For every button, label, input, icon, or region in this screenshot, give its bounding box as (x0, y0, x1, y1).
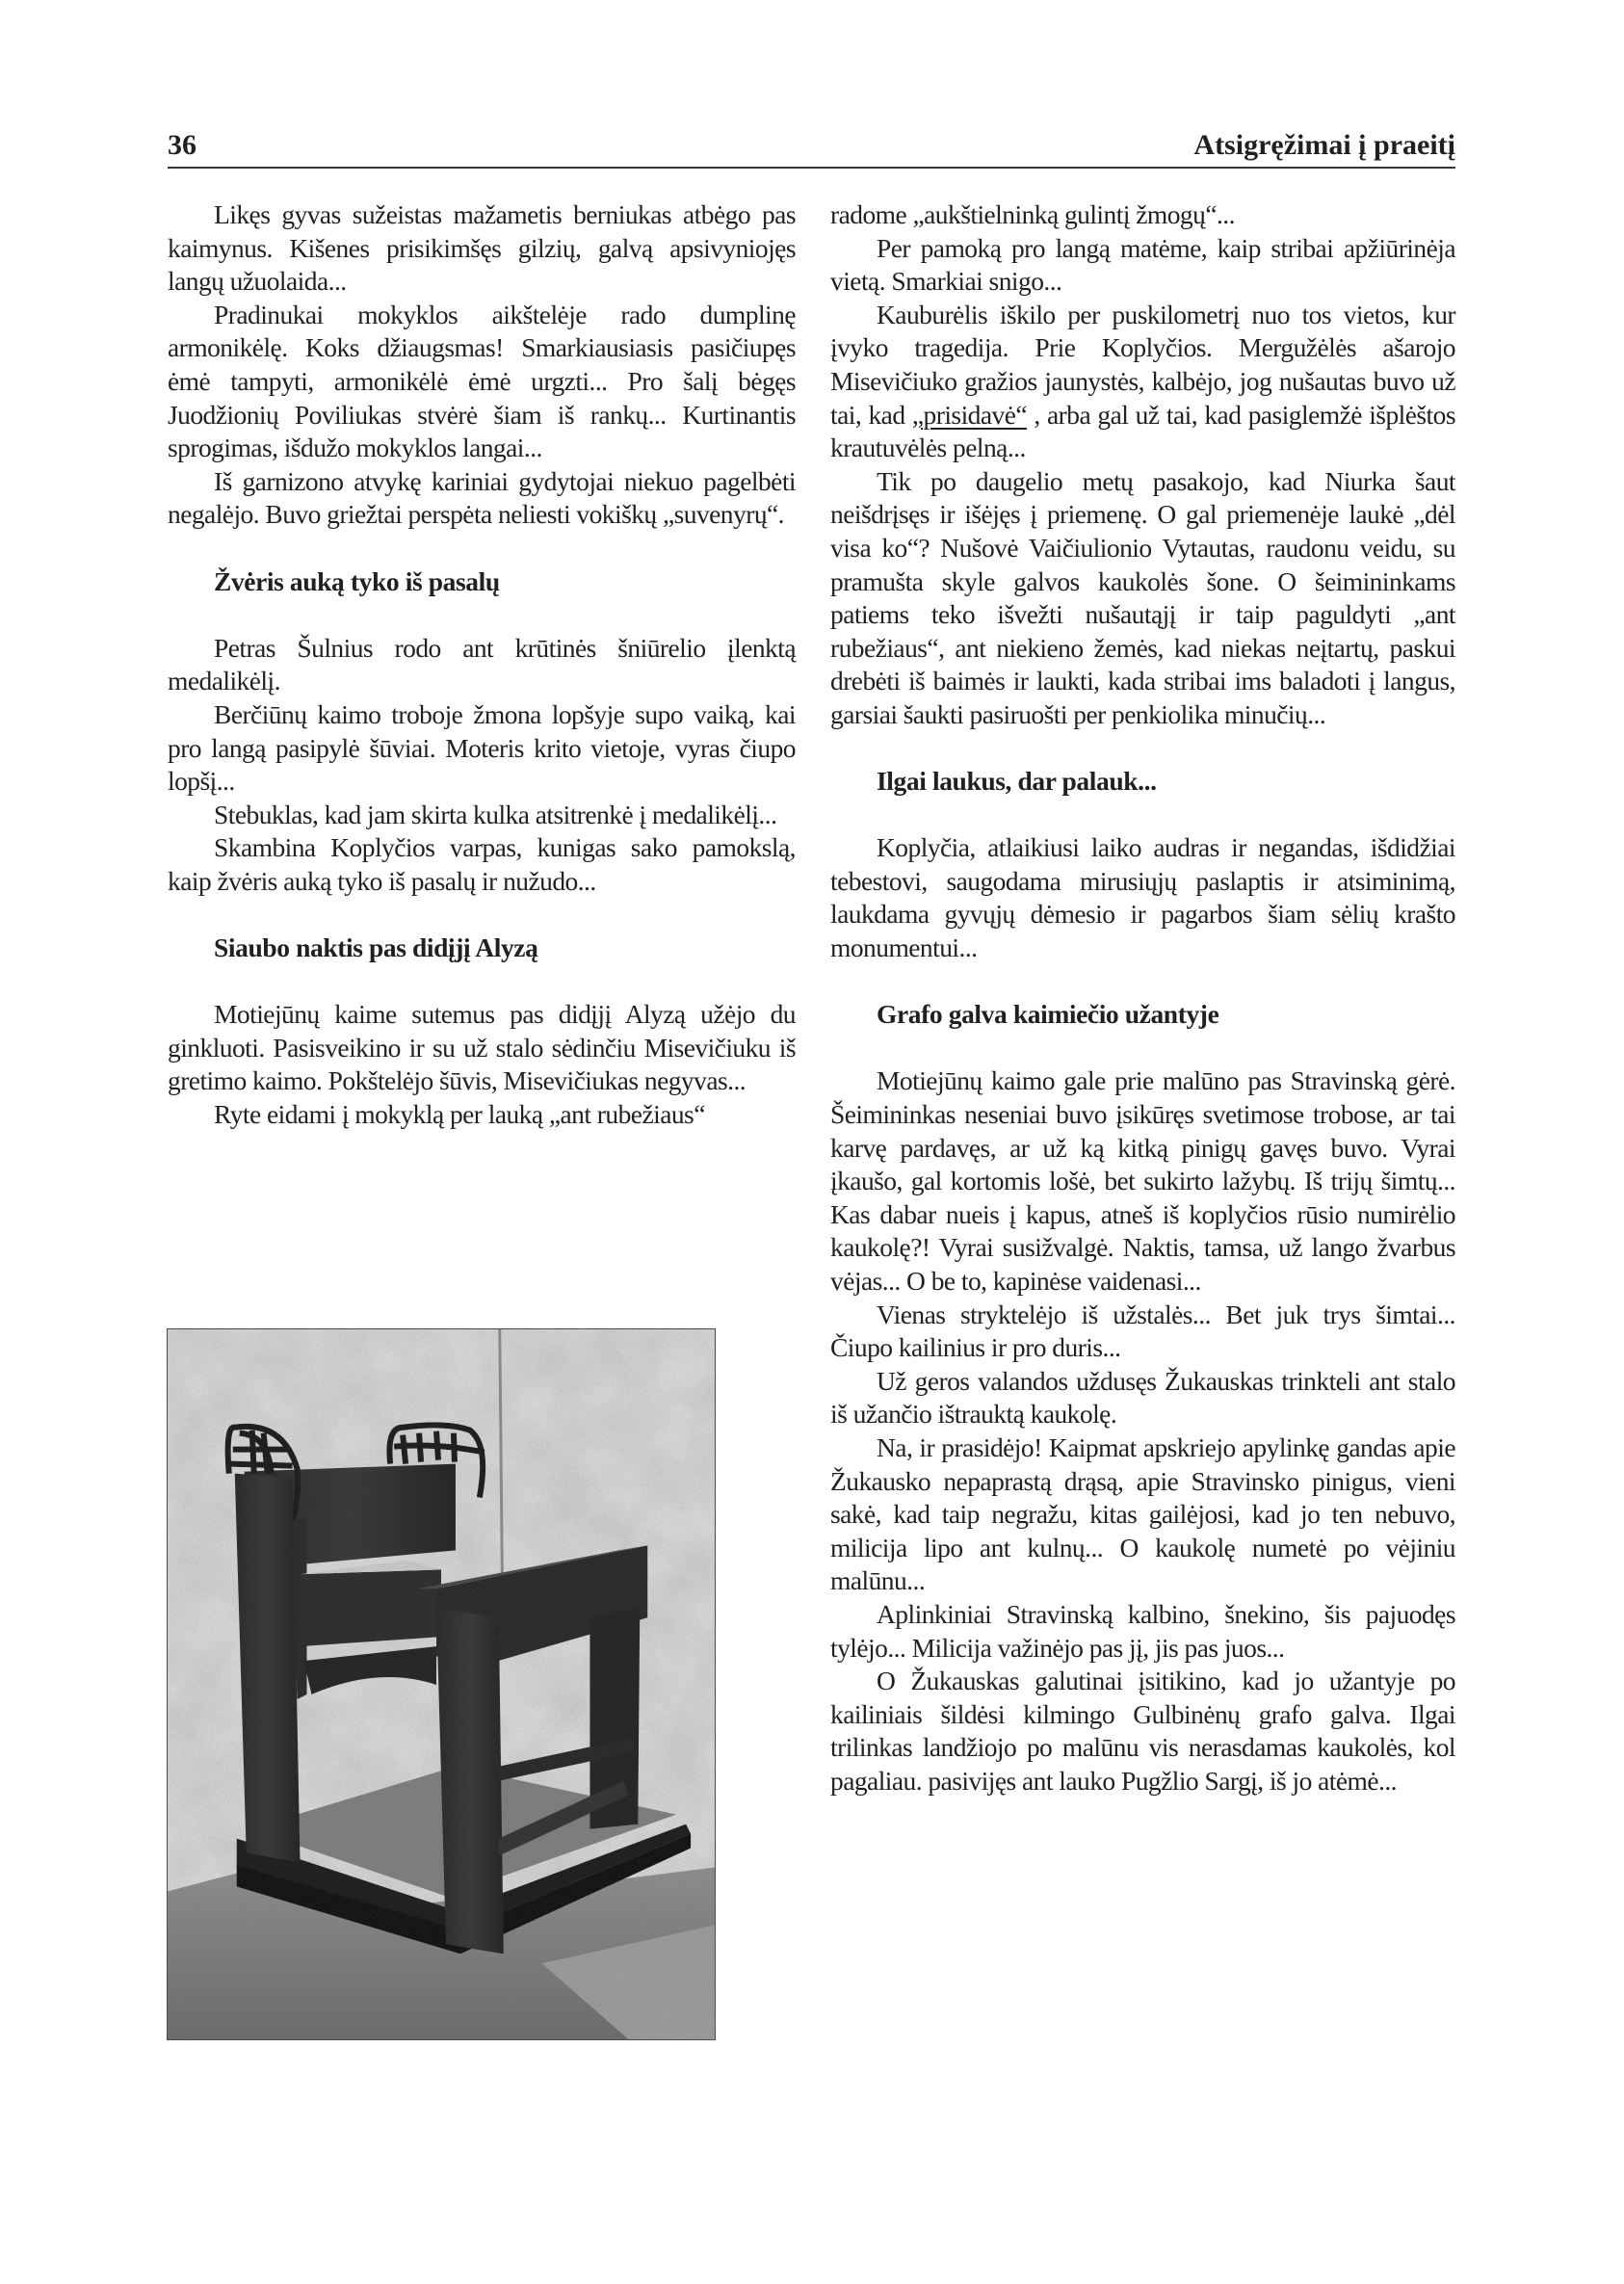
paragraph: Stebuklas, kad jam skirta kulka atsitrenkė į medalikėlį... (214, 799, 777, 829)
paragraph: Vienas stryktelėjo iš užstalės... Bet juk trys šimtai... Čiupo kailinius ir pro duris... (830, 1299, 1455, 1363)
section-heading: Žvėris auką tyko iš pasalų (214, 565, 500, 596)
paragraph: Likęs gyvas sužeistas mažametis berniukas atbėgo pas kaimynus. Kišenes prisikimšęs gilzių, galvą apsivyniojęs langų užuolaida... (168, 199, 796, 297)
section-heading: Grafo galva kaimiečio užantyje (877, 999, 1219, 1030)
paragraph-text: Kauburėlis iškilo per puskilometrį nuo tos vietos, kur įvyko tragedija. Prie Koplyčios. Mergužėlės ašarojo Misevičiuko gražios jaunystės, kalbėjo, jog nušautas buvo už tai, kad (830, 299, 1455, 430)
bench-desk-photo-icon (168, 1329, 715, 2039)
paragraph: radome „aukštielninką gulintį žmogų“... (830, 199, 1235, 229)
paragraph: O Žukauskas galutinai įsitikino, kad jo užantyje po kailiniais šildėsi kilmingo Gulbinėnų grafo galva. Ilgai trilinkas landžiojo po malūnu vis nerasdamas kaukolės, kol pagaliau. pasivijęs ant lauko Pugžlio Sargį, iš jo atėmė... (830, 1666, 1455, 1796)
paragraph: Na, ir prasidėjo! Kaipmat apskriejo apylinkę gandas apie Žukausko nepaprastą drąsą, apie Stravinsko pinigus, vieni sakė, kad taip negražu, kitas gailėjosi, kad jo ten nebuvo, milicija lipo ant kulnų... O kaukolę numetė po vėjiniu malūnu... (830, 1431, 1455, 1596)
paragraph: Pradinukai mokyklos aikštelėje rado dumplinę armonikėlę. Koks džiaugsmas! Smarkiausiasis pasičiupęs ėmė tampyti, armonikėlė ėmė urgzti... Pro šalį bėgęs Juodžionių Poviliukas stvėrė šiam iš rankų... Kurtinantis sprogimas, išdužo mokyklos langai... (168, 299, 796, 463)
section-heading: Ilgai laukus, dar palauk... (877, 766, 1157, 797)
paragraph: Motiejūnų kaime sutemus pas didįjį Alyzą užėjo du ginkluoti. Pasisveikino ir su už stalo sėdinčiu Misevičiuku iš gretimo kaimo. Pokštelėjo šūvis, Misevičiukas negyvas... (168, 999, 796, 1096)
paragraph: Motiejūnų kaimo gale prie malūno pas Stravinską gėrė. Šeimininkas neseniai buvo įsikūręs svetimose trobose, ar tai karvę pardavęs, ar už ką kitką pinigų gavęs buvo. Vyrai įkaušo, gal kortomis lošė, bet sukirto lažybų. Iš trijų šimtų... Kas dabar nueis į kapus, atneš iš koplyčios rūsio numirėlio kaukolę?! Vyrai susižvalgė. Naktis, tamsa, už lango žvarbus vėjas... O be to, kapinėse vaidenasi... (830, 1065, 1455, 1296)
paragraph: Skambina Koplyčios varpas, kunigas sako pamokslą, kaip žvėris auką tyko iš pasalų ir nužudo... (168, 832, 796, 896)
paragraph: Už geros valandos uždusęs Žukauskas trinkteli ant stalo iš užančio ištrauktą kaukolę. (830, 1365, 1455, 1430)
running-title: Atsigręžimai į praeitį (1193, 129, 1455, 161)
paragraph: Koplyčia, atlaikiusi laiko audras ir negandas, išdidžiai tebestovi, saugodama mirusiųjų paslaptis ir atsiminimą, laukdama gyvųjų dėmesio ir pagarbos šiam sėlių krašto monumentui... (830, 832, 1455, 963)
paragraph: Berčiūnų kaimo troboje žmona lopšyje supo vaiką, kai pro langą pasipylė šūviai. Moteris krito vietoje, vyras čiupo lopšį... (168, 698, 796, 797)
paragraph: Tik po daugelio metų pasakojo, kad Niurka šaut neišdrįsęs ir išėjęs į priemenę. O gal priemenėje laukė „dėl visa ko“? Nušovė Vaičiulionio Vytautas, raudonu veidu, su pramušta skyle galvos kaukolės šone. O šeimininkams patiems teko išvežti nušautąjį ir taip paguldyti „ant rubežiaus“, ant niekieno žemės, kad niekas neįtartų, paskui drebėti iš baimės ir laukti, kada stribai ims baladoti į langus, garsiai šaukti pasiruošti per penkiolika minučių... (830, 465, 1455, 729)
paragraph (830, 299, 1455, 465)
underlined-quote: „prisidavė“ (911, 399, 1028, 430)
paragraph: Aplinkiniai Stravinską kalbino, šnekino, šis pajuodęs tylėjo... Milicija važinėjo pas jį, jis pas juos... (830, 1598, 1455, 1663)
header-rule (168, 167, 1455, 169)
paragraph: Petras Šulnius rodo ant krūtinės šniūrelio įlenktą medalikėlį. (168, 632, 796, 696)
paragraph: Iš garnizono atvykę kariniai gydytojai niekuo pagelbėti negalėjo. Buvo griežtai perspėta neliesti vokiškų „suvenyrų“. (168, 465, 796, 530)
page-number: 36 (168, 129, 196, 161)
paragraph-text: , arba gal už tai, kad pasiglemžė išplėštos krautuvėlės pelną... (830, 399, 1455, 463)
paragraph: Ryte eidami į mokyklą per lauką „ant rubežiaus“ (214, 1099, 705, 1130)
section-heading: Siaubo naktis pas didįjį Alyzą (214, 932, 538, 963)
left-column (168, 198, 796, 1132)
paragraph: Per pamoką pro langą matėme, kaip stribai apžiūrinėja vietą. Smarkiai snigo... (830, 232, 1455, 297)
right-column (830, 198, 1455, 1798)
photo-wooden-bench-desk (167, 1328, 716, 2040)
